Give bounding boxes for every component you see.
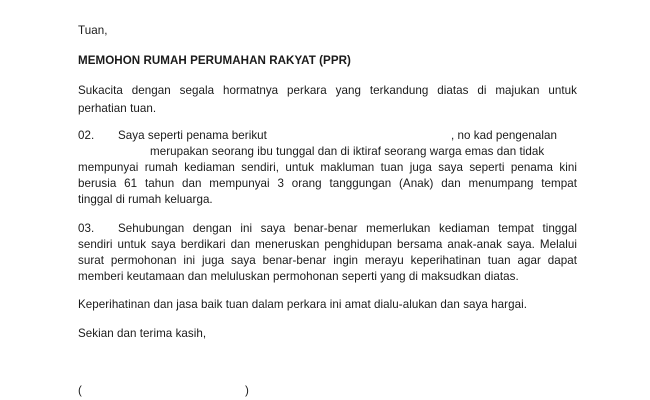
sign-off: Sekian dan terima kasih, bbox=[78, 327, 207, 340]
para-02-line-3: mempunyai rumah kediaman sendiri, untuk makluman tuan juga saya seperti penama kini bbox=[78, 161, 577, 174]
para-03-line-3: surat permohonan ini juga saya benar-benar ingin merayu keperihatinan tuan agar dapat bbox=[78, 254, 577, 267]
para-03-number: 03. bbox=[78, 222, 95, 235]
signature-open-paren: ( bbox=[78, 384, 82, 397]
para-03-line-1: Sehubungan dengan ini saya benar-benar memerlukan kediaman tempat tinggal bbox=[118, 222, 577, 235]
para-02-line-4: berusia 61 tahun dan mempunyai 3 orang tanggungan (Anak) dan menumpang tempat bbox=[78, 177, 577, 190]
para-02-number: 02. bbox=[78, 129, 95, 142]
para-02-line-1-end: , no kad pengenalan bbox=[451, 129, 558, 142]
para-03-line-4: memberi keutamaan dan meluluskan permohonan seperti yang di maksudkan diatas. bbox=[78, 270, 519, 283]
intro-line-1: Sukacita dengan segala hormatnya perkara yang terkandung diatas di majukan untuk bbox=[78, 84, 577, 97]
closing-line: Keperihatinan dan jasa baik tuan dalam perkara ini amat dialu-alukan dan saya hargai. bbox=[78, 298, 527, 311]
para-02-line-5: tinggal di rumah keluarga. bbox=[78, 193, 213, 206]
signature-close-paren: ) bbox=[245, 384, 249, 397]
intro-line-2: perhatian tuan. bbox=[78, 102, 157, 115]
greeting: Tuan, bbox=[78, 24, 108, 37]
para-02-line-1-start: Saya seperti penama berikut bbox=[118, 129, 267, 142]
para-03-line-2: sendiri untuk saya berdikari dan meneruskan penghidupan bersama anak-anak saya. Melalui bbox=[78, 238, 577, 251]
para-02-line-2: merupakan seorang ibu tunggal dan di iktiraf seorang warga emas dan tidak bbox=[150, 145, 545, 158]
letter-subject: MEMOHON RUMAH PERUMAHAN RAKYAT (PPR) bbox=[78, 54, 351, 67]
